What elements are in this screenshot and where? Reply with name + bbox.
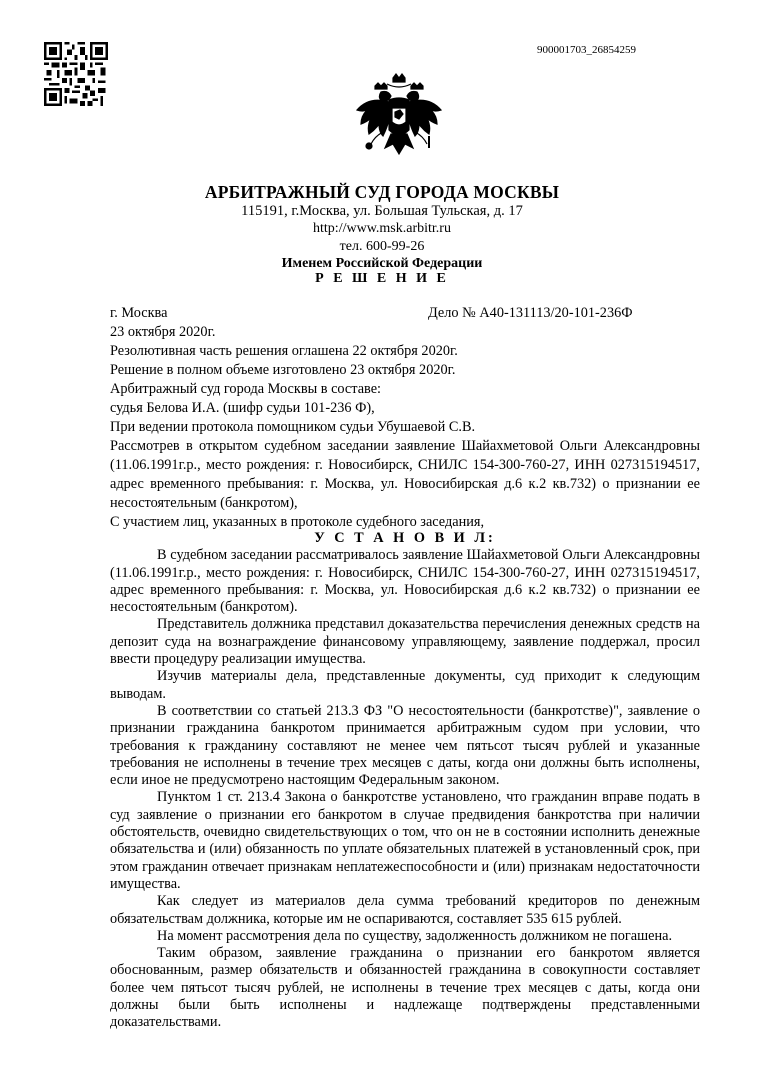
court-phone: тел. 600-99-26 <box>339 239 425 254</box>
decision-body <box>110 530 700 1032</box>
decision-date: 23 октября 2020г. <box>110 324 216 340</box>
on-behalf-heading: Именем Российской Федерации <box>281 256 483 271</box>
resolution-announced: Резолютивная часть решения оглашена 22 октября 2020г. <box>110 343 458 359</box>
document-id: 900001703_26854259 <box>537 44 636 56</box>
city: г. Москва <box>110 305 168 321</box>
decision-title: Р Е Ш Е Н И Е <box>315 271 449 286</box>
case-number: Дело № А40-131113/20-101-236Ф <box>428 305 633 321</box>
judge: судья Белова И.А. (шифр судьи 101-236 Ф), <box>110 400 375 416</box>
body-paragraph: Представитель должника представил доказательства перечисления денежных средств на депозит суда на вознаграждение финансовому управляющему, заявление поддержал, просил ввести процедуру реализации имущества. <box>110 616 700 668</box>
considered-paragraph: Рассмотрев в открытом судебном заседании заявление Шайахметовой Ольги Александровны (11.06.1991г.р., место рождения: г. Новосибирск, СНИЛС 154-300-760-27, ИНН 027315194517, адрес временного пребывания: г. Москва, ул. Новосибирская д.6 к.2 кв.732) о признании ее несостоятельным (банкротом), <box>110 438 700 511</box>
qr-code-icon <box>44 42 108 106</box>
full-decision-date: Решение в полном объеме изготовлено 23 октября 2020г. <box>110 362 456 378</box>
court-title: АРБИТРАЖНЫЙ СУД ГОРОДА МОСКВЫ <box>204 182 560 202</box>
body-paragraph: В соответствии со статьей 213.3 ФЗ "О несостоятельности (банкротстве)", заявление о признании гражданина банкротом принимается арбитражным судом при условии, что требования к гражданину составляют не менее чем пятьсот тысяч рублей и указанные требования не исполнены в течение трех месяцев с даты, когда они должны быть исполнены, если иное не предусмотрено настоящим Федеральным законом. <box>110 702 700 789</box>
body-paragraph: В судебном заседании рассматривалось заявление Шайахметовой Ольги Александровны (11.06.1991г.р., место рождения: г. Новосибирск, СНИЛС 154-300-760-27, ИНН 027315194517, адрес временного пребывания: г. Москва, ул. Новосибирская д.6 к.2 кв.732) о признании ее несостоятельным (банкротом). <box>110 547 700 616</box>
court-website: http://www.msk.arbitr.ru <box>313 221 451 236</box>
established-title: У С Т А Н О В И Л: <box>314 530 496 546</box>
city-case-row <box>110 304 700 323</box>
body-paragraph: Таким образом, заявление гражданина о признании его банкротом является обоснованным, размер обязательств и обязанностей гражданина в совокупности составляет более чем пятьсот тысяч рублей, не исполнены в течение трех месяцев с даты, когда они должны были быть исполнены и надлежаще подтверждены представленными доказательствами. <box>110 945 700 1031</box>
case-meta <box>110 304 700 532</box>
body-paragraph: Изучив материалы дела, представленные документы, суд приходит к следующим выводам. <box>110 668 700 702</box>
body-paragraph: Пунктом 1 ст. 213.4 Закона о банкротстве установлено, что гражданин вправе подать в суд заявление о признании его банкротом в случае предвидения банкротства при наличии обстоятельств, очевидно свидетельствующих о том, что он не в состоянии исполнить денежные обязательства и (или) обязанность по уплате обязательных платежей в установленный срок, при этом гражданин отвечает признакам неплатежеспособности и (или) признакам недостаточности имущества. <box>110 789 700 892</box>
body-paragraph: Как следует из материалов дела сумма требований кредиторов по денежным обязательствам должника, которые им не оспариваются, составляет 535 615 рублей. <box>110 893 700 927</box>
body-paragraph: На момент рассмотрения дела по существу, задолженность должником не погашена. <box>157 927 673 944</box>
participants: С участием лиц, указанных в протоколе судебного заседания, <box>110 514 485 530</box>
russian-coat-of-arms-emblem <box>353 72 445 168</box>
secretary: При ведении протокола помощником судьи Убушаевой С.В. <box>110 419 476 435</box>
court-address: 115191, г.Москва, ул. Большая Тульская, д. 17 <box>241 203 523 219</box>
court-composition: Арбитражный суд города Москвы в составе: <box>110 381 382 397</box>
